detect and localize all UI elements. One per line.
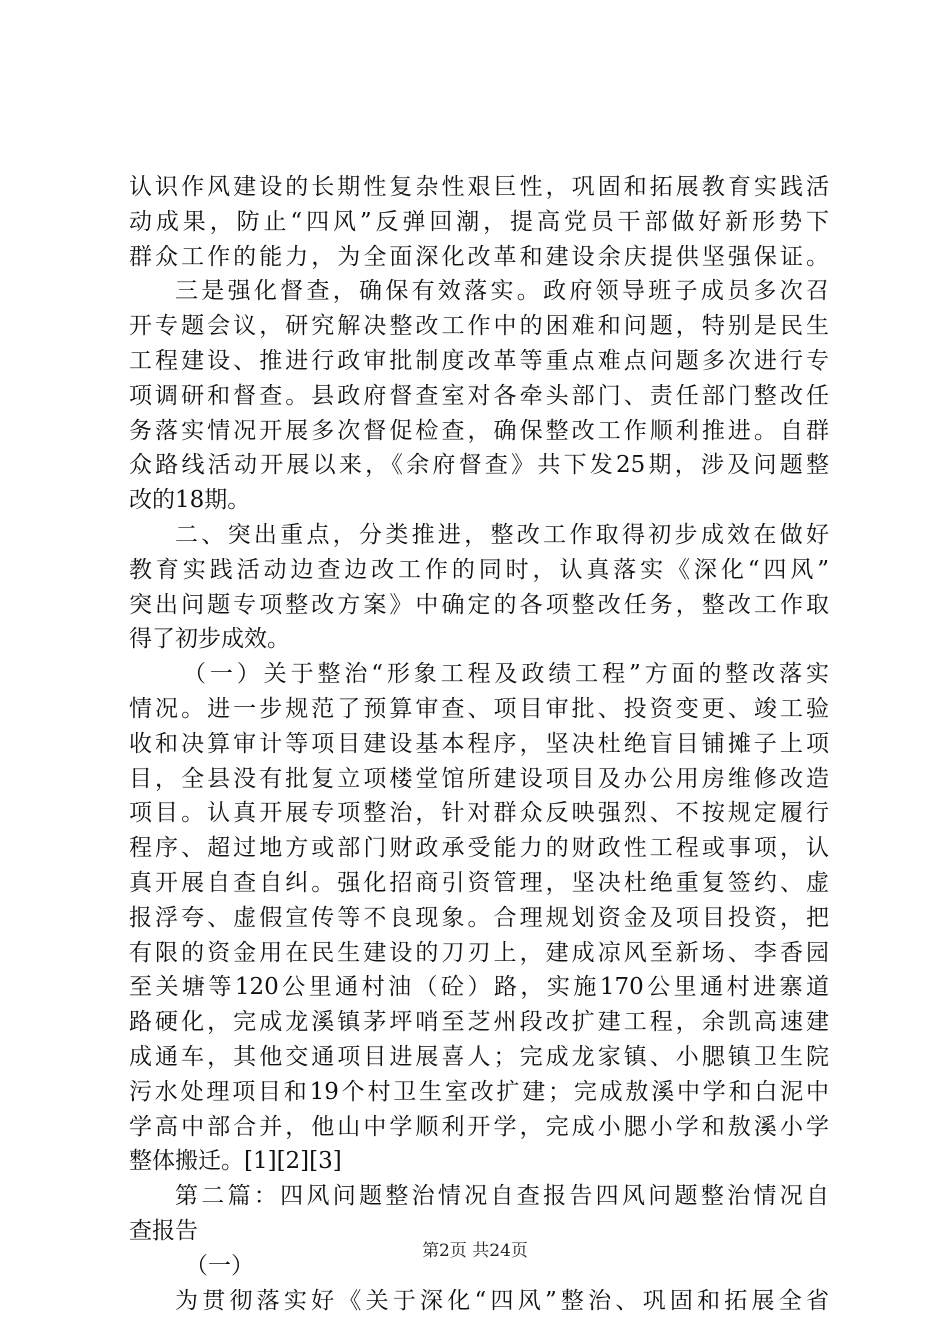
document-body — [129, 170, 829, 1318]
text-line: 二、突出重点，分类推进，整改工作取得初步成效在做好 — [175, 521, 829, 548]
text-line: 突出问题专项整改方案》中确定的各项整改任务，整改工作取 — [129, 591, 829, 618]
subsection-label: （一） — [185, 1252, 254, 1279]
text-line: 收和决算审计等项目建设基本程序，坚决杜绝盲目铺摊子上项 — [129, 730, 829, 757]
text-line: 有限的资金用在民生建设的刀刃上，建成凉风至新场、李香园 — [129, 939, 829, 966]
text-line: 务落实情况开展多次督促检查，确保整改工作顺利推进。自群 — [129, 417, 829, 444]
text-line: 动成果，防止“四风”反弹回潮，提高党员干部做好新形势下 — [129, 208, 829, 235]
text-line: 学高中部合并，他山中学顺利开学，完成小腮小学和敖溪小学 — [129, 1113, 829, 1140]
text-line: （一）关于整治“形象工程及政绩工程”方面的整改落实 — [183, 661, 829, 688]
text-line: 整体搬迁。[1][2][3] — [129, 1148, 342, 1175]
text-line: 工程建设、推进行政审批制度改革等重点难点问题多次进行专 — [129, 347, 829, 374]
text-line: 真开展自查自纠。强化招商引资管理，坚决杜绝重复签约、虚 — [129, 869, 829, 896]
text-line: 开专题会议，研究解决整改工作中的困难和问题，特别是民生 — [129, 313, 829, 340]
text-line: 教育实践活动边查边改工作的同时，认真落实《深化“四风” — [129, 556, 829, 583]
text-line: 情况。进一步规范了预算审查、项目审批、投资变更、竣工验 — [129, 695, 829, 722]
text-line: 三是强化督查，确保有效落实。政府领导班子成员多次召 — [175, 278, 829, 305]
page-footer: 第2页 共24页 — [422, 1241, 528, 1261]
text-line: 项目。认真开展专项整治，针对群众反映强烈、不按规定履行 — [129, 800, 829, 827]
text-line: 目，全县没有批复立项楼堂馆所建设项目及办公用房维修改造 — [129, 765, 829, 792]
text-line: 改的18期。 — [129, 487, 251, 514]
text-line: 群众工作的能力，为全面深化改革和建设余庆提供坚强保证。 — [129, 243, 829, 270]
text-line: 为贯彻落实好《关于深化“四风”整治、巩固和拓展全省 — [175, 1287, 829, 1314]
text-line: 众路线活动开展以来，《余府督查》共下发25期，涉及问题整 — [129, 452, 829, 479]
section-heading: 第二篇：四风问题整治情况自查报告四风问题整治情况自 — [175, 1183, 829, 1210]
text-line: 污水处理项目和19个村卫生室改扩建；完成敖溪中学和白泥中 — [129, 1078, 829, 1105]
text-line: 至关塘等120公里通村油（砼）路，实施170公里通村进寨道 — [129, 974, 829, 1001]
text-line: 认识作风建设的长期性复杂性艰巨性，巩固和拓展教育实践活 — [129, 174, 829, 200]
text-line: 报浮夸、虚假宣传等不良现象。合理规划资金及项目投资，把 — [129, 904, 829, 931]
text-line: 路硬化，完成龙溪镇茅坪哨至芝州段改扩建工程，余凯高速建 — [129, 1009, 829, 1036]
text-line: 成通车，其他交通项目进展喜人；完成龙家镇、小腮镇卫生院 — [129, 1043, 829, 1070]
text-line: 项调研和督查。县政府督查室对各牵头部门、责任部门整改任 — [129, 382, 829, 409]
section-heading: 查报告 — [129, 1217, 198, 1244]
text-line: 程序、超过地方或部门财政承受能力的财政性工程或事项，认 — [129, 835, 829, 862]
text-line: 得了初步成效。 — [129, 626, 290, 653]
